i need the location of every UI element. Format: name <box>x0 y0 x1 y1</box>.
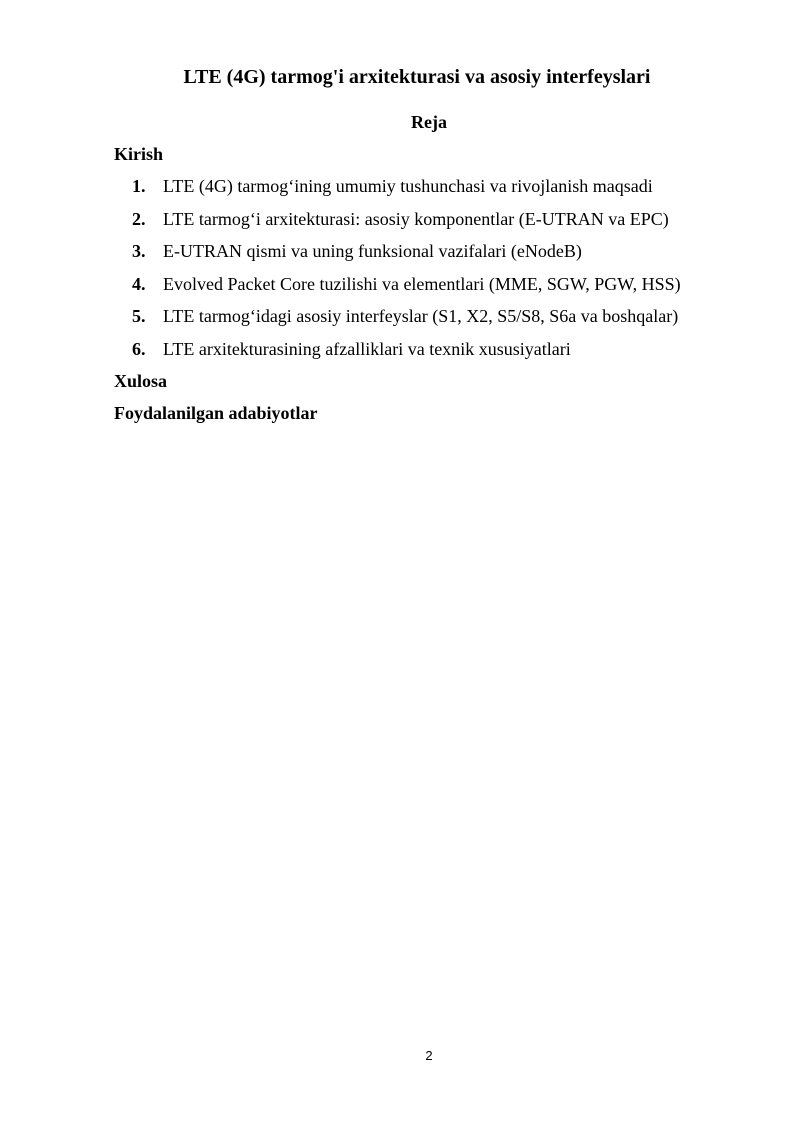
intro-heading: Kirish <box>114 144 164 164</box>
plan-item-number: 2. <box>132 208 146 229</box>
plan-item-text: LTE tarmog‘idagi asosiy interfeyslar (S1, X2, S5/S8, S6a va boshqalar) <box>163 306 679 327</box>
plan-heading: Reja <box>411 112 447 132</box>
page-number: 2 <box>425 1048 433 1063</box>
plan-item <box>0 209 800 242</box>
plan-item-text: Evolved Packet Core tuzilishi va elementlari (MME, SGW, PGW, HSS) <box>163 273 681 294</box>
plan-item <box>0 306 800 339</box>
plan-item-number: 4. <box>132 273 146 294</box>
plan-item-text: E-UTRAN qismi va uning funksional vazifalari (eNodeB) <box>163 241 582 262</box>
references-heading: Foydalanilgan adabiyotlar <box>114 403 318 423</box>
document-title: LTE (4G) tarmog'i arxitekturasi va asosiy interfeyslari <box>183 66 651 88</box>
plan-item-number: 5. <box>132 306 146 327</box>
plan-item <box>0 274 800 307</box>
plan-item-text: LTE arxitekturasining afzalliklari va texnik xususiyatlari <box>163 338 571 359</box>
plan-item-text: LTE (4G) tarmog‘ining umumiy tushunchasi va rivojlanish maqsadi <box>163 176 653 196</box>
plan-item <box>0 339 800 372</box>
plan-item-number: 1. <box>132 176 146 196</box>
plan-list <box>0 176 800 372</box>
plan-item-text: LTE tarmog‘i arxitekturasi: asosiy komponentlar (E-UTRAN va EPC) <box>163 208 669 229</box>
conclusion-heading: Xulosa <box>114 371 168 391</box>
plan-item <box>0 241 800 274</box>
plan-item <box>0 176 800 209</box>
plan-item-number: 6. <box>132 338 146 359</box>
plan-item-number: 3. <box>132 241 146 262</box>
